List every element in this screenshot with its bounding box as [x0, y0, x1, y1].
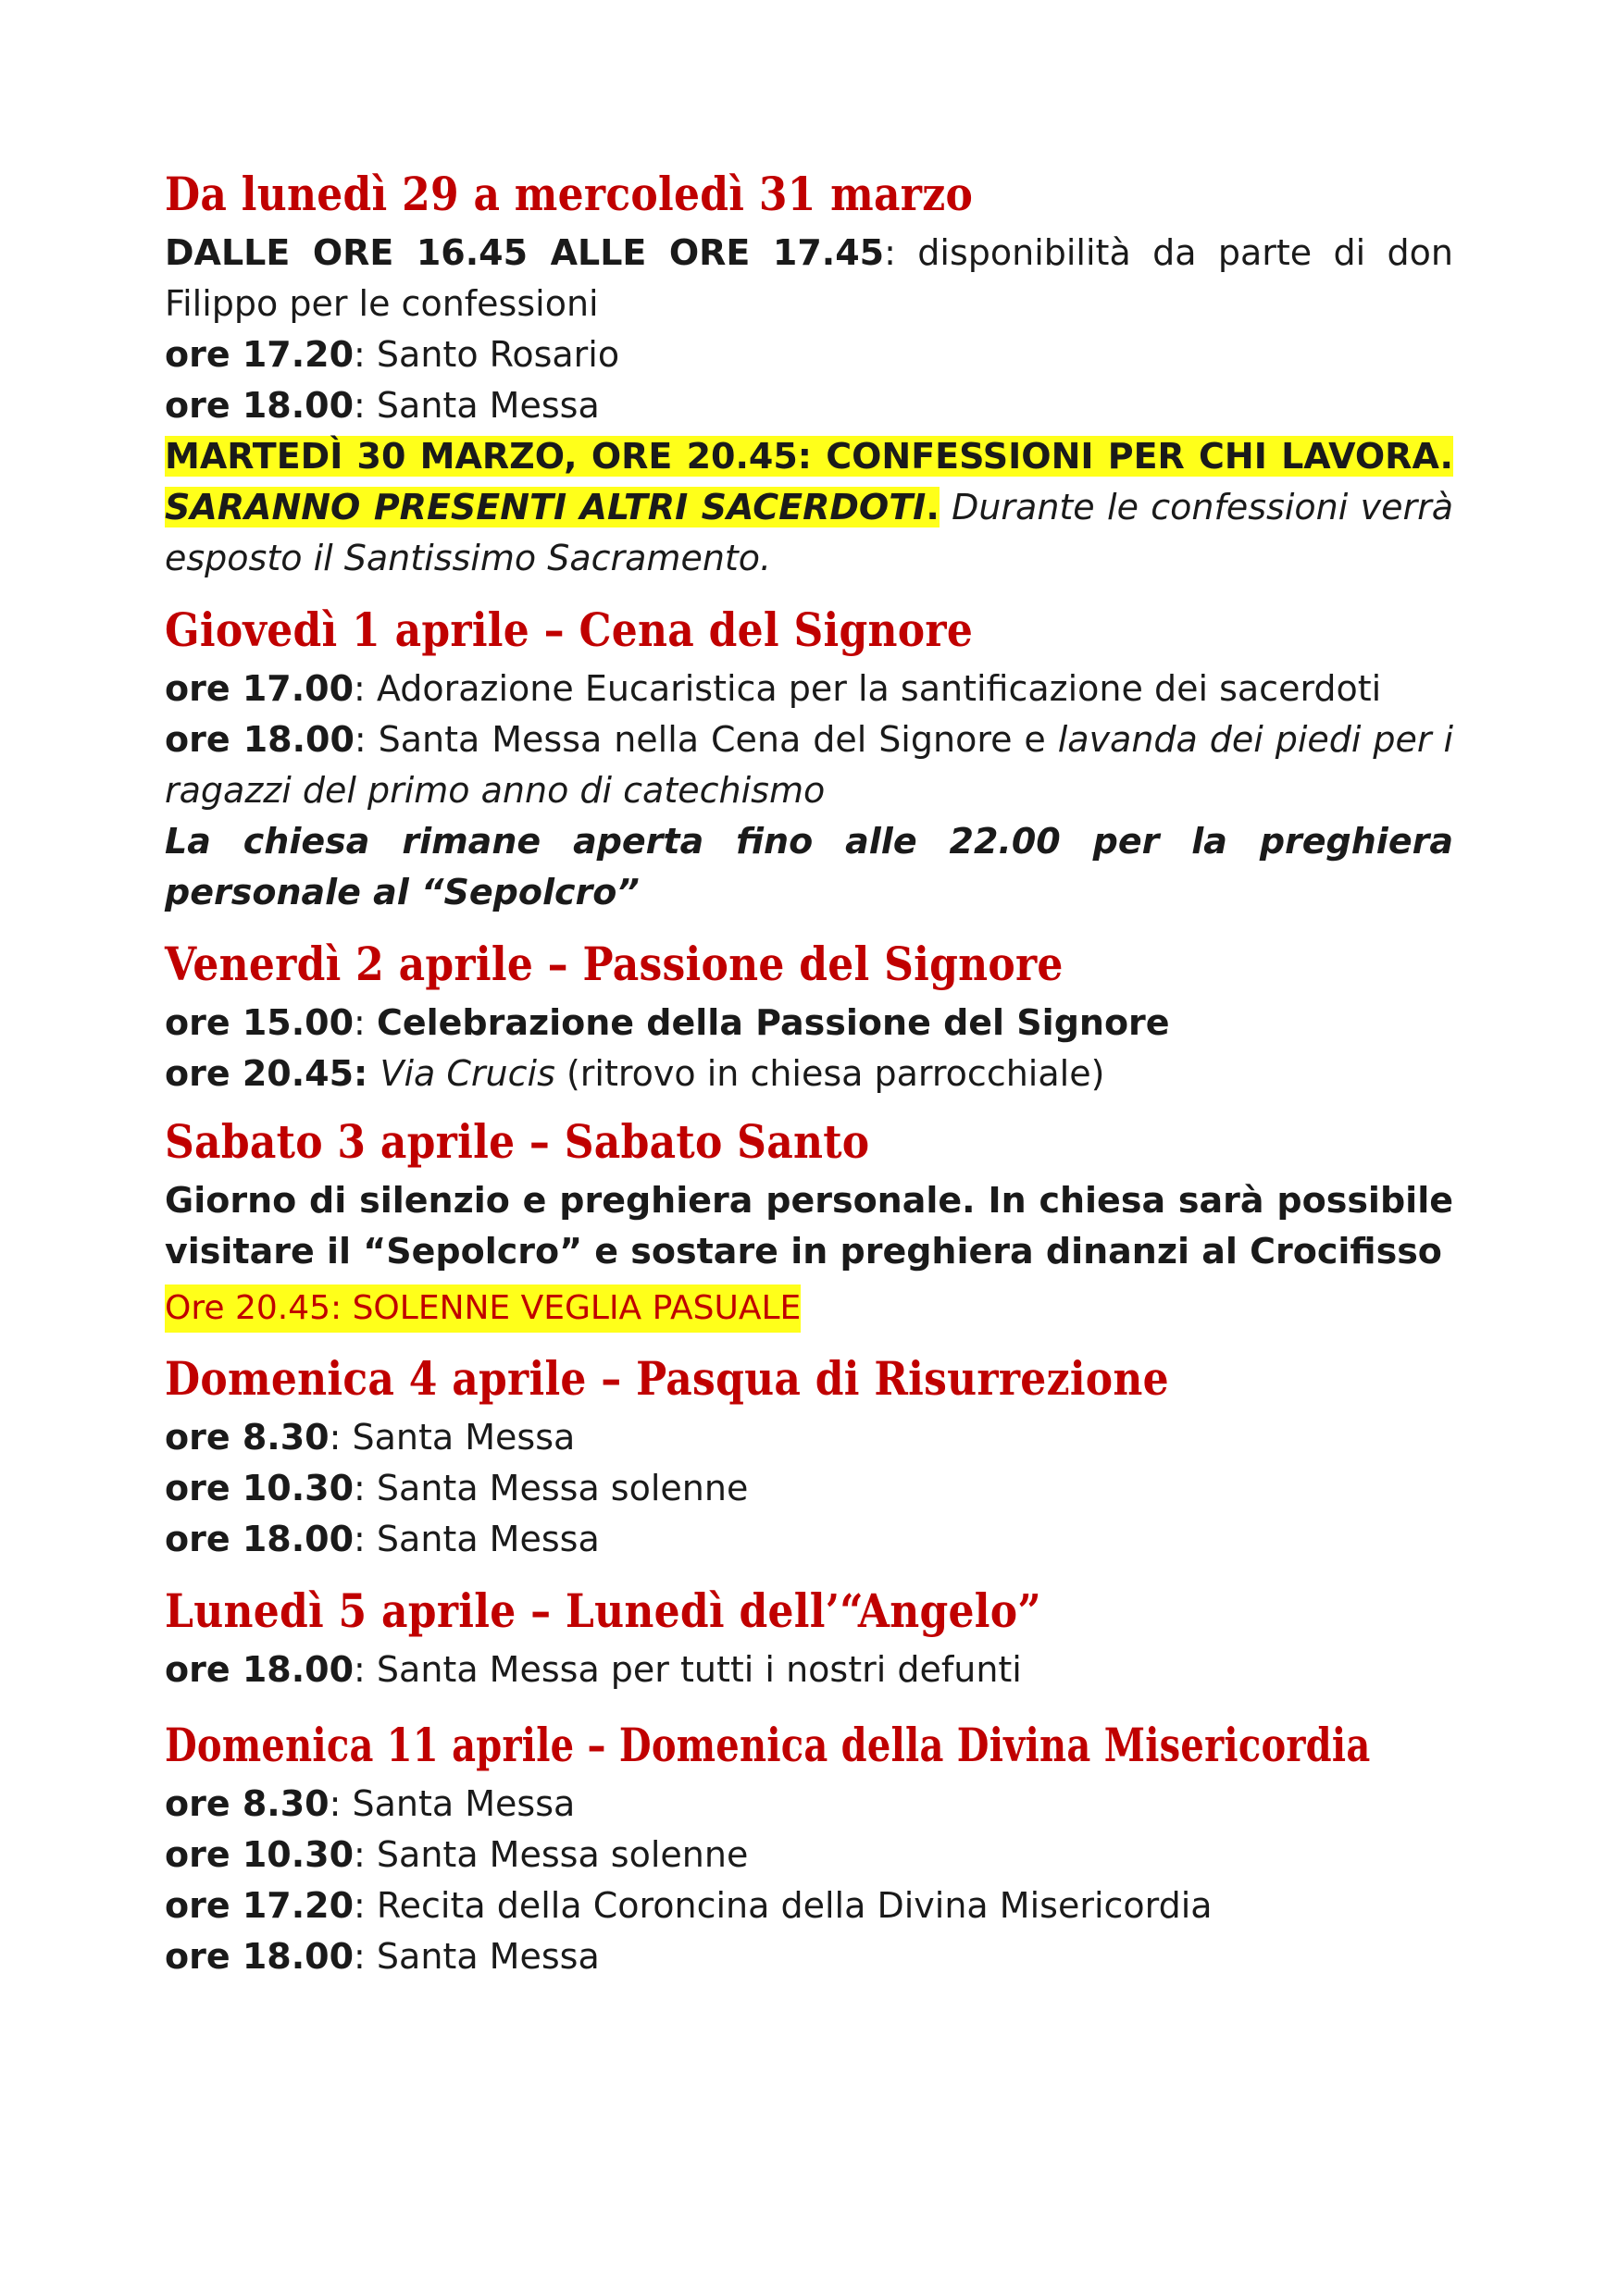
section-good-friday: [165, 935, 1453, 1099]
time: ore 8.30: [165, 1417, 330, 1458]
activity: : Santa Messa per tutti i nostri defunti: [354, 1649, 1022, 1690]
activity: : Santa Messa solenne: [354, 1468, 749, 1508]
time: ore 17.00: [165, 668, 355, 709]
schedule-item: [165, 1880, 1453, 1931]
activity: : Recita della Coroncina della Divina Misericordia: [354, 1885, 1213, 1926]
time: ore 18.00: [165, 719, 355, 760]
section-heading: Domenica 4 aprile – Pasqua di Risurrezione: [165, 1351, 1169, 1406]
vigil-line: [165, 1277, 1453, 1333]
activity: : Santa Messa: [354, 1936, 600, 1977]
activity: : Santa Messa nella Cena del Signore e: [354, 719, 1058, 760]
section-holy-thursday: [165, 601, 1453, 918]
confessions-text: : disponibilità da parte di don Filippo per le confessioni: [165, 232, 1453, 324]
time-range: DALLE ORE 16.45 ALLE ORE 17.45: [165, 232, 885, 273]
section-divine-mercy-sunday: [165, 1716, 1453, 1982]
section-heading: Venerdì 2 aprile – Passione del Signore: [165, 937, 1064, 991]
vigil-title: SOLENNE VEGLIA PASUALE: [352, 1289, 802, 1327]
time: ore 20.45:: [165, 1053, 380, 1094]
section-holy-saturday: [165, 1112, 1453, 1333]
schedule-item: [165, 1830, 1453, 1880]
silence-paragraph: Giorno di silenzio e preghiera personale. In chiesa sarà possibile visitare il “Sepolcro” e sostare in preghiera dinanzi al Crocifisso: [165, 1180, 1453, 1272]
activity-italic: Via Crucis: [380, 1053, 555, 1094]
exposition-note: Durante le confessioni verrà esposto il Santissimo Sacramento.: [165, 487, 1454, 578]
time: ore 15.00: [165, 1002, 355, 1043]
time: ore 18.00: [165, 1936, 355, 1977]
section-holy-week-mon-wed: [165, 165, 1453, 584]
highlight-paragraph: [165, 431, 1453, 584]
schedule-item: [165, 329, 1453, 380]
schedule-item: [165, 998, 1453, 1049]
time: ore 8.30: [165, 1783, 330, 1824]
church-open-note: La chiesa rimane aperta fino alle 22.00 per la preghiera personale al “Sepolcro”: [165, 821, 1453, 912]
activity: : Santa Messa: [329, 1417, 576, 1458]
time: ore 17.20: [165, 334, 355, 375]
schedule-item: [165, 1412, 1453, 1463]
time: ore 10.30: [165, 1834, 355, 1875]
schedule-item: [165, 714, 1453, 816]
activity: (ritrovo in chiesa parrocchiale): [554, 1053, 1105, 1094]
schedule-item: [165, 1463, 1453, 1514]
activity: Celebrazione della Passione del Signore: [376, 1002, 1170, 1043]
time: Ore 20.45: [165, 1289, 330, 1327]
time: ore 10.30: [165, 1468, 355, 1508]
separator: :: [354, 1002, 377, 1043]
document-page: [165, 165, 1453, 1982]
schedule-item: [165, 1049, 1453, 1099]
activity: : Santa Messa: [354, 1519, 600, 1559]
section-easter-sunday: [165, 1349, 1453, 1565]
activity-italic: lavanda dei piedi per i ragazzi del primo anno di catechismo: [165, 719, 1454, 811]
time: ore 18.00: [165, 1519, 355, 1559]
section-easter-monday: [165, 1582, 1453, 1695]
schedule-item: [165, 380, 1453, 431]
schedule-item: [165, 1779, 1453, 1830]
time: ore 17.20: [165, 1885, 355, 1926]
activity: : Santo Rosario: [354, 334, 620, 375]
separator: :: [330, 1289, 353, 1327]
schedule-item: [165, 1514, 1453, 1565]
activity: : Santa Messa solenne: [354, 1834, 749, 1875]
confessions-paragraph: [165, 228, 1453, 329]
schedule-item: [165, 1931, 1453, 1982]
section-heading: Domenica 11 aprile – Domenica della Divina Misericordia: [165, 1718, 1371, 1772]
schedule-item: [165, 1644, 1453, 1695]
section-heading: Lunedì 5 aprile – Lunedì dell’“Angelo”: [165, 1583, 1041, 1638]
vigil-highlight: [165, 1285, 801, 1333]
activity: : Santa Messa: [354, 385, 600, 426]
time: ore 18.00: [165, 1649, 355, 1690]
highlight-announcement: MARTEDÌ 30 MARZO, ORE 20.45: CONFESSIONI PER CHI LAVORA.: [165, 436, 1453, 477]
time: ore 18.00: [165, 385, 355, 426]
section-heading: Giovedì 1 aprile – Cena del Signore: [165, 602, 974, 657]
highlight-dot: .: [926, 487, 940, 527]
section-heading: Da lunedì 29 a mercoledì 31 marzo: [165, 167, 974, 221]
activity: : Santa Messa: [329, 1783, 576, 1824]
schedule-item: [165, 664, 1453, 714]
section-heading: Sabato 3 aprile – Sabato Santo: [165, 1114, 870, 1169]
activity: : Adorazione Eucaristica per la santificazione dei sacerdoti: [354, 668, 1382, 709]
highlight-priests: SARANNO PRESENTI ALTRI SACERDOTI: [165, 487, 927, 527]
